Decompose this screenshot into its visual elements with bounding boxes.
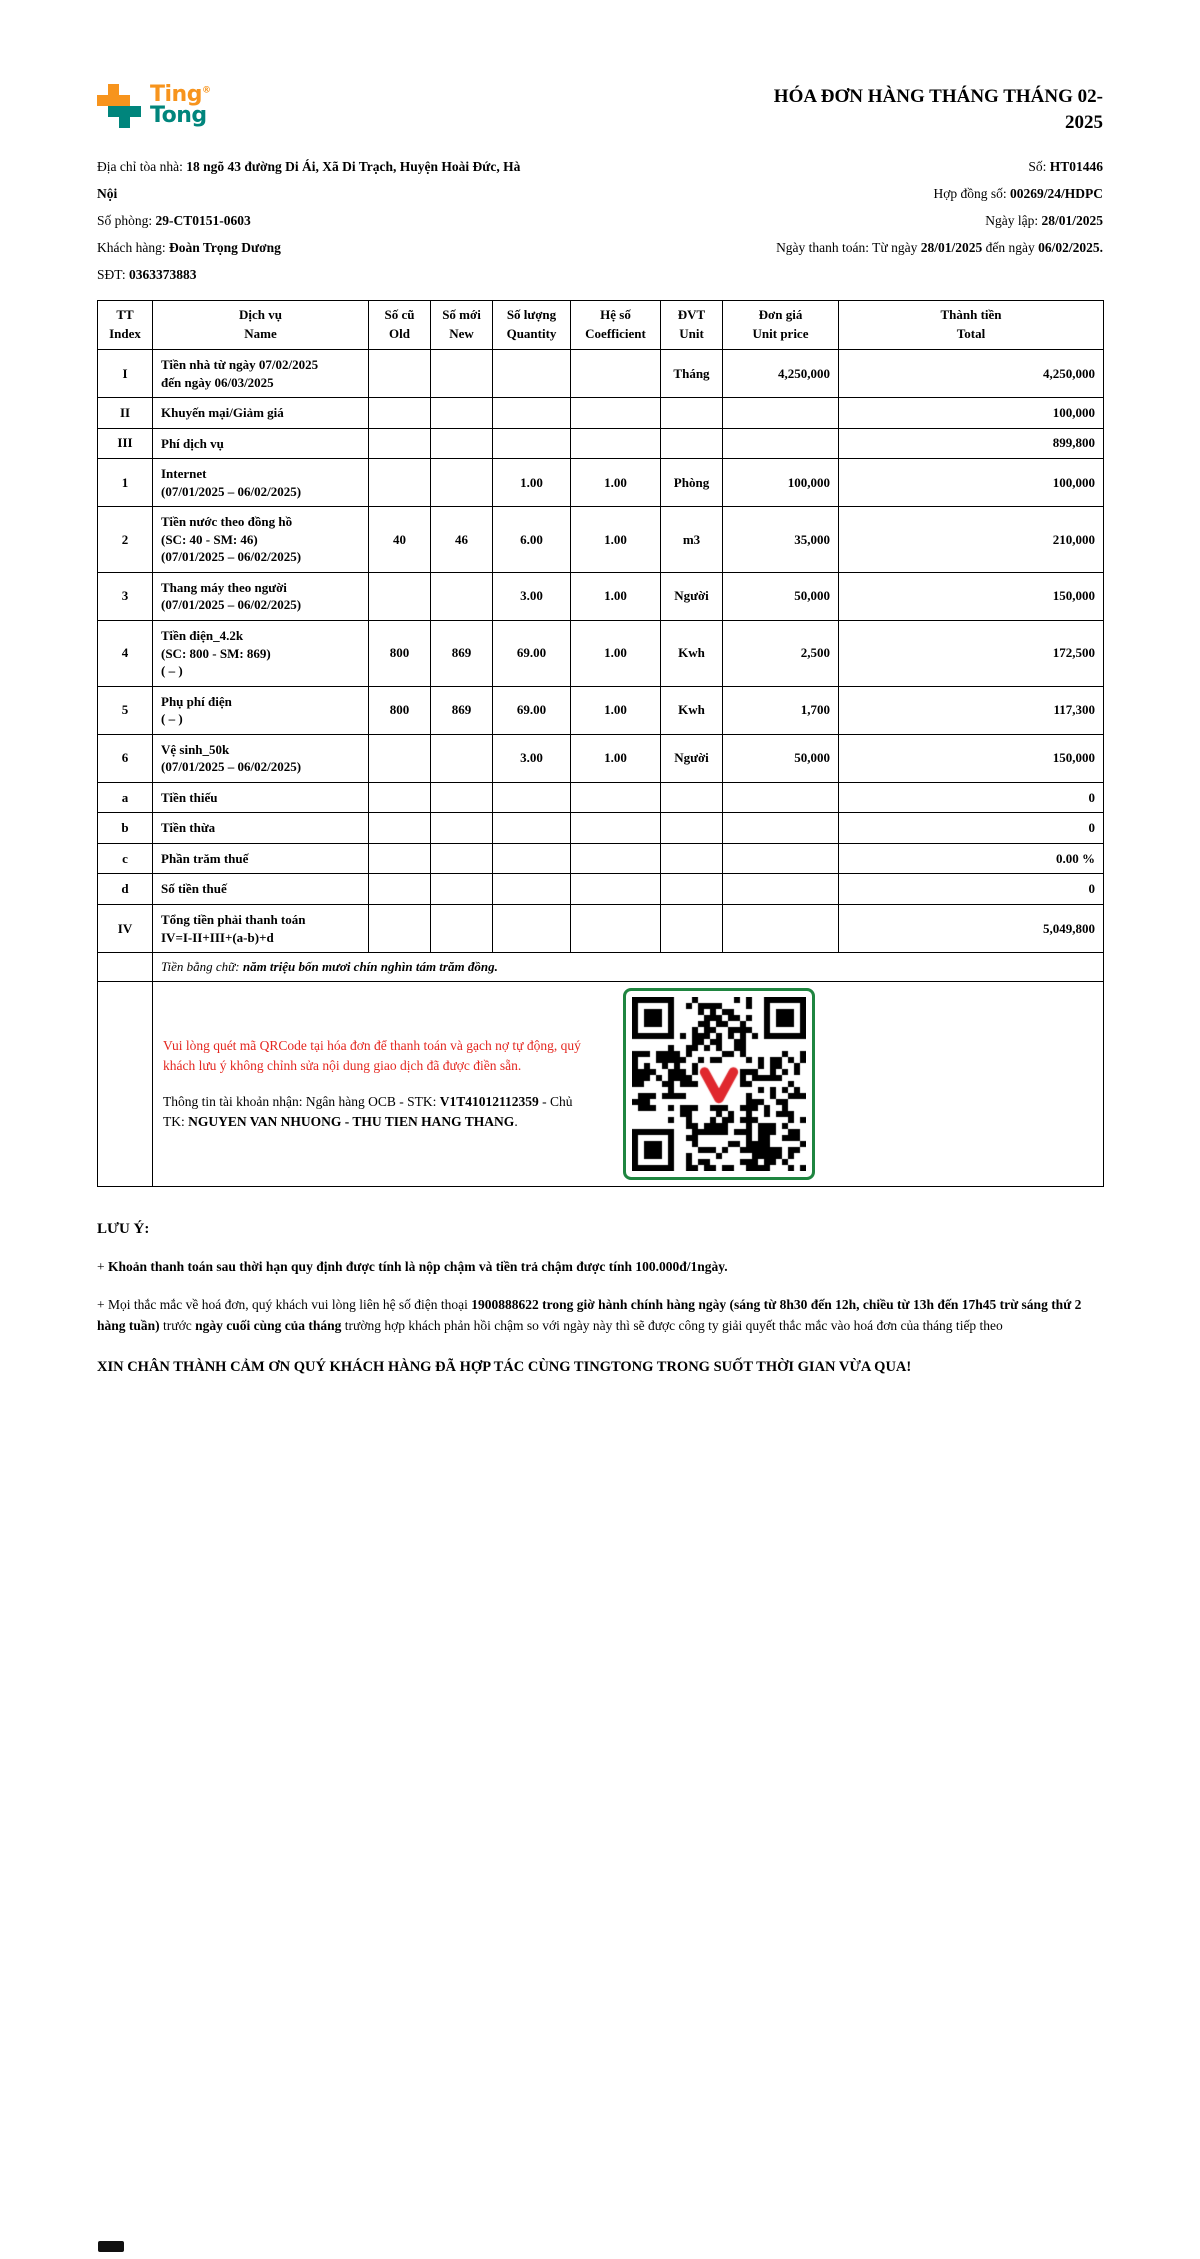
cell-index: 2 xyxy=(98,507,153,573)
service-name-line: Phụ phí điện xyxy=(161,693,232,709)
service-name-line: (07/01/2025 – 06/02/2025) xyxy=(161,597,302,613)
cell-unit-price: 35,000 xyxy=(723,507,839,573)
cell-total: 899,800 xyxy=(839,428,1104,459)
issue-date-label: Ngày lập: xyxy=(985,213,1042,229)
header-line-2: Coefficient xyxy=(585,326,646,342)
account-number: V1T41012112359 xyxy=(439,1094,539,1110)
cell-quantity: 69.00 xyxy=(493,620,571,686)
cell-old-reading xyxy=(369,349,431,397)
cell-quantity: 69.00 xyxy=(493,686,571,734)
cell-new-reading xyxy=(431,782,493,813)
cell-service-name xyxy=(153,459,369,507)
cell-service-name xyxy=(153,686,369,734)
payment-period-connector: đến ngày xyxy=(982,240,1039,256)
cell-total: 150,000 xyxy=(839,734,1104,782)
cell-unit xyxy=(661,905,723,953)
table-row xyxy=(98,507,1104,573)
table-row xyxy=(98,349,1104,397)
cell-quantity xyxy=(493,843,571,874)
invoice-table-footer xyxy=(98,953,1104,1187)
cell-coefficient xyxy=(571,349,661,397)
note-hotline-rest: trường hợp khách phản hồi chậm so với ngày này thì sẽ được công ty giải quyết thắc mắc vào hoá đơn của tháng tiếp theo xyxy=(341,1318,1003,1334)
cell-quantity: 3.00 xyxy=(493,572,571,620)
cell-unit-price: 2,500 xyxy=(723,620,839,686)
service-name-line: Tiền điện_4.2k xyxy=(161,627,244,643)
cell-index: I xyxy=(98,349,153,397)
cell-service-name xyxy=(153,874,369,905)
invoice-table-body xyxy=(98,349,1104,952)
cell-unit: Kwh xyxy=(661,686,723,734)
col-header-index xyxy=(98,301,153,350)
cell-old-reading xyxy=(369,843,431,874)
building-address-value: 18 ngõ 43 đường Di Ái, Xã Di Trạch, Huyện Hoài Đức, Hà Nội xyxy=(97,159,521,202)
cell-old-reading xyxy=(369,734,431,782)
cell-quantity xyxy=(493,428,571,459)
account-holder-label: - Chủ TK: xyxy=(163,1094,573,1130)
contract-number-label: Hợp đồng số: xyxy=(933,186,1010,202)
header-line-2: Unit xyxy=(679,326,704,342)
cell-unit-price: 1,700 xyxy=(723,686,839,734)
table-row xyxy=(98,905,1104,953)
qr-code xyxy=(632,997,806,1171)
service-name-line: Internet xyxy=(161,466,207,482)
amount-words-index-cell xyxy=(98,953,153,982)
cell-unit-price xyxy=(723,398,839,429)
cell-new-reading xyxy=(431,813,493,844)
payment-start-date: 28/01/2025 xyxy=(920,240,983,256)
cell-unit: Người xyxy=(661,734,723,782)
cell-quantity xyxy=(493,782,571,813)
cell-unit xyxy=(661,874,723,905)
tingtong-pixel-icon xyxy=(97,84,141,128)
cell-index: II xyxy=(98,398,153,429)
cell-quantity xyxy=(493,905,571,953)
cell-unit-price: 4,250,000 xyxy=(723,349,839,397)
account-info-end: . xyxy=(514,1114,518,1130)
notes-heading: LƯU Ý: xyxy=(97,1221,150,1238)
cell-new-reading xyxy=(431,428,493,459)
amount-in-words-row xyxy=(98,953,1104,982)
cell-quantity xyxy=(493,349,571,397)
cell-coefficient: 1.00 xyxy=(571,734,661,782)
customer-name-value: Đoàn Trọng Dương xyxy=(168,240,281,256)
contract-number-value: 00269/24/HDPC xyxy=(1010,186,1103,202)
cell-service-name xyxy=(153,507,369,573)
header-line-2: Unit price xyxy=(752,326,809,342)
service-name-line: (07/01/2025 – 06/02/2025) xyxy=(161,759,302,775)
account-holder-name: NGUYEN VAN NHUONG - THU TIEN HANG THANG xyxy=(188,1114,515,1130)
cell-old-reading: 40 xyxy=(369,507,431,573)
logo-tong-text: Tong xyxy=(150,103,207,128)
cell-unit-price xyxy=(723,428,839,459)
cell-index: 1 xyxy=(98,459,153,507)
cell-unit-price: 50,000 xyxy=(723,734,839,782)
cell-quantity xyxy=(493,398,571,429)
amount-words-value: năm triệu bốn mươi chín nghìn tám trăm đồng. xyxy=(242,959,498,975)
invoice-number-value: HT01446 xyxy=(1049,159,1103,175)
service-name-line: Tiền nhà từ ngày 07/02/2025 xyxy=(161,356,319,372)
cell-unit: Phòng xyxy=(661,459,723,507)
issue-date-value: 28/01/2025 xyxy=(1041,213,1103,229)
cell-old-reading xyxy=(369,428,431,459)
cell-index: III xyxy=(98,428,153,459)
cell-index: d xyxy=(98,874,153,905)
table-row xyxy=(98,734,1104,782)
cell-unit-price: 100,000 xyxy=(723,459,839,507)
header-line-1: Dịch vụ xyxy=(239,307,282,323)
cell-coefficient xyxy=(571,428,661,459)
header-line-1: Số cũ xyxy=(384,307,415,323)
cell-new-reading xyxy=(431,843,493,874)
cell-quantity xyxy=(493,813,571,844)
service-name-line: Phí dịch vụ xyxy=(161,435,224,451)
cell-new-reading xyxy=(431,572,493,620)
qr-row-index-cell xyxy=(98,982,153,1187)
col-header-unit xyxy=(661,301,723,350)
cell-unit xyxy=(661,813,723,844)
cell-total: 0.00 % xyxy=(839,843,1104,874)
building-address-label: Địa chỉ tòa nhà: xyxy=(97,159,187,175)
registered-mark: ® xyxy=(201,85,211,96)
issue-date xyxy=(527,207,1103,234)
cell-total: 210,000 xyxy=(839,507,1104,573)
invoice-number xyxy=(527,153,1103,180)
cell-new-reading: 46 xyxy=(431,507,493,573)
notes-section xyxy=(97,1221,1103,1379)
service-name-line: Tiền thiếu xyxy=(161,789,218,805)
service-name-line: Tiền thừa xyxy=(161,820,216,836)
tingtong-wordmark xyxy=(150,82,211,128)
cell-service-name xyxy=(153,782,369,813)
col-header-total xyxy=(839,301,1104,350)
table-row xyxy=(98,428,1104,459)
amount-in-words xyxy=(153,953,1104,982)
cell-total: 0 xyxy=(839,813,1104,844)
cell-unit-price xyxy=(723,905,839,953)
header-line-2: New xyxy=(449,326,474,342)
table-row xyxy=(98,572,1104,620)
col-header-new xyxy=(431,301,493,350)
cell-unit xyxy=(661,782,723,813)
qr-code-frame xyxy=(623,988,815,1180)
cell-old-reading xyxy=(369,572,431,620)
cell-unit-price: 50,000 xyxy=(723,572,839,620)
cell-quantity: 3.00 xyxy=(493,734,571,782)
page-bottom-artifact xyxy=(98,2241,124,2252)
cell-new-reading xyxy=(431,459,493,507)
col-header-old xyxy=(369,301,431,350)
cell-new-reading: 869 xyxy=(431,620,493,686)
cell-total: 0 xyxy=(839,874,1104,905)
service-name-line: Phần trăm thuế xyxy=(161,850,249,866)
header-line-1: Số mới xyxy=(442,307,481,323)
service-name-line: (SC: 40 - SM: 46) xyxy=(161,531,258,547)
cell-coefficient xyxy=(571,813,661,844)
service-name-line: ( – ) xyxy=(161,663,183,679)
note-late-payment xyxy=(97,1256,1103,1278)
col-header-coefficient xyxy=(571,301,661,350)
cell-index: IV xyxy=(98,905,153,953)
cell-coefficient: 1.00 xyxy=(571,572,661,620)
hotline-number-and-hours: 1900888622 trong giờ hành chính hàng ngày (sáng từ 8h30 đến 12h, chiều từ 13h đến 17h45 trừ sáng thứ 2 hàng tuần) xyxy=(97,1296,1082,1334)
payment-period-label: Ngày thanh toán: Từ ngày xyxy=(776,240,921,256)
cell-coefficient xyxy=(571,905,661,953)
cell-new-reading xyxy=(431,398,493,429)
cell-index: b xyxy=(98,813,153,844)
customer-phone-value: 0363373883 xyxy=(128,267,197,283)
cell-quantity: 6.00 xyxy=(493,507,571,573)
cell-new-reading: 869 xyxy=(431,686,493,734)
invoice-info-left xyxy=(97,153,527,288)
cell-index: c xyxy=(98,843,153,874)
qr-row-content xyxy=(153,982,1104,1187)
cell-total: 172,500 xyxy=(839,620,1104,686)
header-line-2: Old xyxy=(389,326,410,342)
col-header-service xyxy=(153,301,369,350)
contract-number xyxy=(527,180,1103,207)
table-header-row xyxy=(98,301,1104,350)
invoice-page xyxy=(97,0,1103,1379)
table-row xyxy=(98,782,1104,813)
cell-index: a xyxy=(98,782,153,813)
customer-name xyxy=(97,234,527,261)
cell-service-name xyxy=(153,349,369,397)
cell-unit: Người xyxy=(661,572,723,620)
header-line-1: Hệ số xyxy=(600,307,631,323)
cell-unit-price xyxy=(723,874,839,905)
invoice-table xyxy=(97,300,1104,1187)
note-hotline xyxy=(97,1294,1103,1337)
cell-old-reading xyxy=(369,398,431,429)
payment-end-date: 06/02/2025. xyxy=(1038,240,1103,256)
cell-new-reading xyxy=(431,905,493,953)
customer-name-label: Khách hàng: xyxy=(97,240,169,256)
header-line-2: Index xyxy=(109,326,141,342)
service-name-line: ( – ) xyxy=(161,711,183,727)
amount-words-label: Tiền bằng chữ: xyxy=(161,959,243,975)
note-prefix: + xyxy=(97,1259,108,1275)
cell-coefficient: 1.00 xyxy=(571,459,661,507)
cell-old-reading xyxy=(369,459,431,507)
table-row xyxy=(98,686,1104,734)
header-line-1: TT xyxy=(116,307,134,323)
table-row xyxy=(98,459,1104,507)
thank-you-text: XIN CHÂN THÀNH CẢM ƠN QUÝ KHÁCH HÀNG ĐÃ HỢP TÁC CÙNG TINGTONG TRONG SUỐT THỜI GIAN VỪA QUA! xyxy=(97,1358,912,1375)
cell-service-name xyxy=(153,734,369,782)
cell-total: 5,049,800 xyxy=(839,905,1104,953)
cell-total: 0 xyxy=(839,782,1104,813)
invoice-title: HÓA ĐƠN HÀNG THÁNG THÁNG 02-2025 xyxy=(773,86,1103,133)
cell-old-reading xyxy=(369,905,431,953)
cell-coefficient xyxy=(571,398,661,429)
cell-unit xyxy=(661,398,723,429)
service-name-line: Thang máy theo người xyxy=(161,579,287,595)
building-address xyxy=(97,153,527,207)
col-header-unit-price xyxy=(723,301,839,350)
invoice-header xyxy=(97,84,1103,135)
cell-coefficient: 1.00 xyxy=(571,686,661,734)
account-info-text xyxy=(163,1092,593,1133)
cell-coefficient xyxy=(571,874,661,905)
account-info-label: Thông tin tài khoản nhận: Ngân hàng OCB - STK: xyxy=(163,1094,440,1110)
cell-total: 150,000 xyxy=(839,572,1104,620)
col-header-quantity xyxy=(493,301,571,350)
service-name-line: đến ngày 06/03/2025 xyxy=(161,374,274,390)
cell-coefficient: 1.00 xyxy=(571,507,661,573)
header-line-1: Đơn giá xyxy=(758,307,803,323)
cell-unit xyxy=(661,428,723,459)
header-line-1: Số lượng xyxy=(506,307,557,323)
payment-instructions xyxy=(161,1036,593,1133)
cell-coefficient xyxy=(571,782,661,813)
cell-service-name xyxy=(153,905,369,953)
cell-index: 5 xyxy=(98,686,153,734)
cell-service-name xyxy=(153,620,369,686)
cell-service-name xyxy=(153,843,369,874)
service-name-line: (SC: 800 - SM: 869) xyxy=(161,645,271,661)
cell-unit: m3 xyxy=(661,507,723,573)
tingtong-logo xyxy=(97,84,210,128)
header-line-1: Thành tiền xyxy=(940,307,1002,323)
table-row xyxy=(98,620,1104,686)
cell-unit xyxy=(661,843,723,874)
note-hotline-mid: trước xyxy=(159,1318,196,1334)
cell-old-reading: 800 xyxy=(369,686,431,734)
cell-old-reading xyxy=(369,813,431,844)
logo-ting-text: Ting® xyxy=(150,82,211,108)
table-row xyxy=(98,874,1104,905)
invoice-number-label: Số: xyxy=(1028,159,1050,175)
payment-period xyxy=(527,234,1103,261)
cell-coefficient xyxy=(571,843,661,874)
cell-old-reading xyxy=(369,874,431,905)
deadline-text: ngày cuối cùng của tháng xyxy=(195,1318,342,1334)
cell-service-name xyxy=(153,398,369,429)
cell-new-reading xyxy=(431,874,493,905)
note-late-payment-text: Khoản thanh toán sau thời hạn quy định được tính là nộp chậm và tiền trả chậm được tính 100.000đ/1ngày. xyxy=(108,1259,728,1275)
cell-total: 100,000 xyxy=(839,398,1104,429)
cell-index: 3 xyxy=(98,572,153,620)
cell-total: 4,250,000 xyxy=(839,349,1104,397)
qr-notice-text: Vui lòng quét mã QRCode tại hóa đơn để thanh toán và gạch nợ tự động, quý khách lưu ý không chỉnh sửa nội dung giao dịch đã được điền sẵn. xyxy=(163,1037,581,1073)
table-row xyxy=(98,813,1104,844)
cell-coefficient: 1.00 xyxy=(571,620,661,686)
customer-phone-label: SĐT: xyxy=(97,267,129,283)
cell-service-name xyxy=(153,572,369,620)
room-number-label: Số phòng: xyxy=(97,213,156,229)
table-row xyxy=(98,398,1104,429)
service-name-line: Số tiền thuế xyxy=(161,881,227,897)
service-name-line: Khuyến mại/Giảm giá xyxy=(161,405,284,421)
note-hotline-intro: + Mọi thắc mắc về hoá đơn, quý khách vui lòng liên hệ số điện thoại xyxy=(97,1296,472,1312)
service-name-line: IV=I-II+III+(a-b)+d xyxy=(161,929,274,945)
cell-service-name xyxy=(153,428,369,459)
room-number-value: 29-CT0151-0603 xyxy=(155,213,251,229)
cell-new-reading xyxy=(431,734,493,782)
cell-index: 4 xyxy=(98,620,153,686)
cell-total: 100,000 xyxy=(839,459,1104,507)
service-name-line: Tổng tiền phải thanh toán xyxy=(161,912,306,927)
qr-row xyxy=(98,982,1104,1187)
service-name-line: Vệ sinh_50k xyxy=(161,741,230,757)
cell-unit: Tháng xyxy=(661,349,723,397)
cell-total: 117,300 xyxy=(839,686,1104,734)
service-name-line: Tiền nước theo đồng hồ xyxy=(161,514,293,530)
room-number xyxy=(97,207,527,234)
customer-phone xyxy=(97,261,527,288)
cell-unit-price xyxy=(723,813,839,844)
cell-unit-price xyxy=(723,843,839,874)
service-name-line: (07/01/2025 – 06/02/2025) xyxy=(161,549,302,565)
table-row xyxy=(98,843,1104,874)
header-line-2: Name xyxy=(244,326,277,342)
cell-quantity: 1.00 xyxy=(493,459,571,507)
cell-unit-price xyxy=(723,782,839,813)
header-line-1: ĐVT xyxy=(677,307,706,323)
service-name-line: (07/01/2025 – 06/02/2025) xyxy=(161,483,302,499)
cell-unit: Kwh xyxy=(661,620,723,686)
cell-quantity xyxy=(493,874,571,905)
invoice-info xyxy=(97,153,1103,288)
cell-old-reading: 800 xyxy=(369,620,431,686)
header-line-2: Quantity xyxy=(506,326,557,342)
cell-index: 6 xyxy=(98,734,153,782)
cell-service-name xyxy=(153,813,369,844)
invoice-info-right xyxy=(527,153,1103,288)
cell-new-reading xyxy=(431,349,493,397)
cell-old-reading xyxy=(369,782,431,813)
header-line-2: Total xyxy=(956,326,986,342)
